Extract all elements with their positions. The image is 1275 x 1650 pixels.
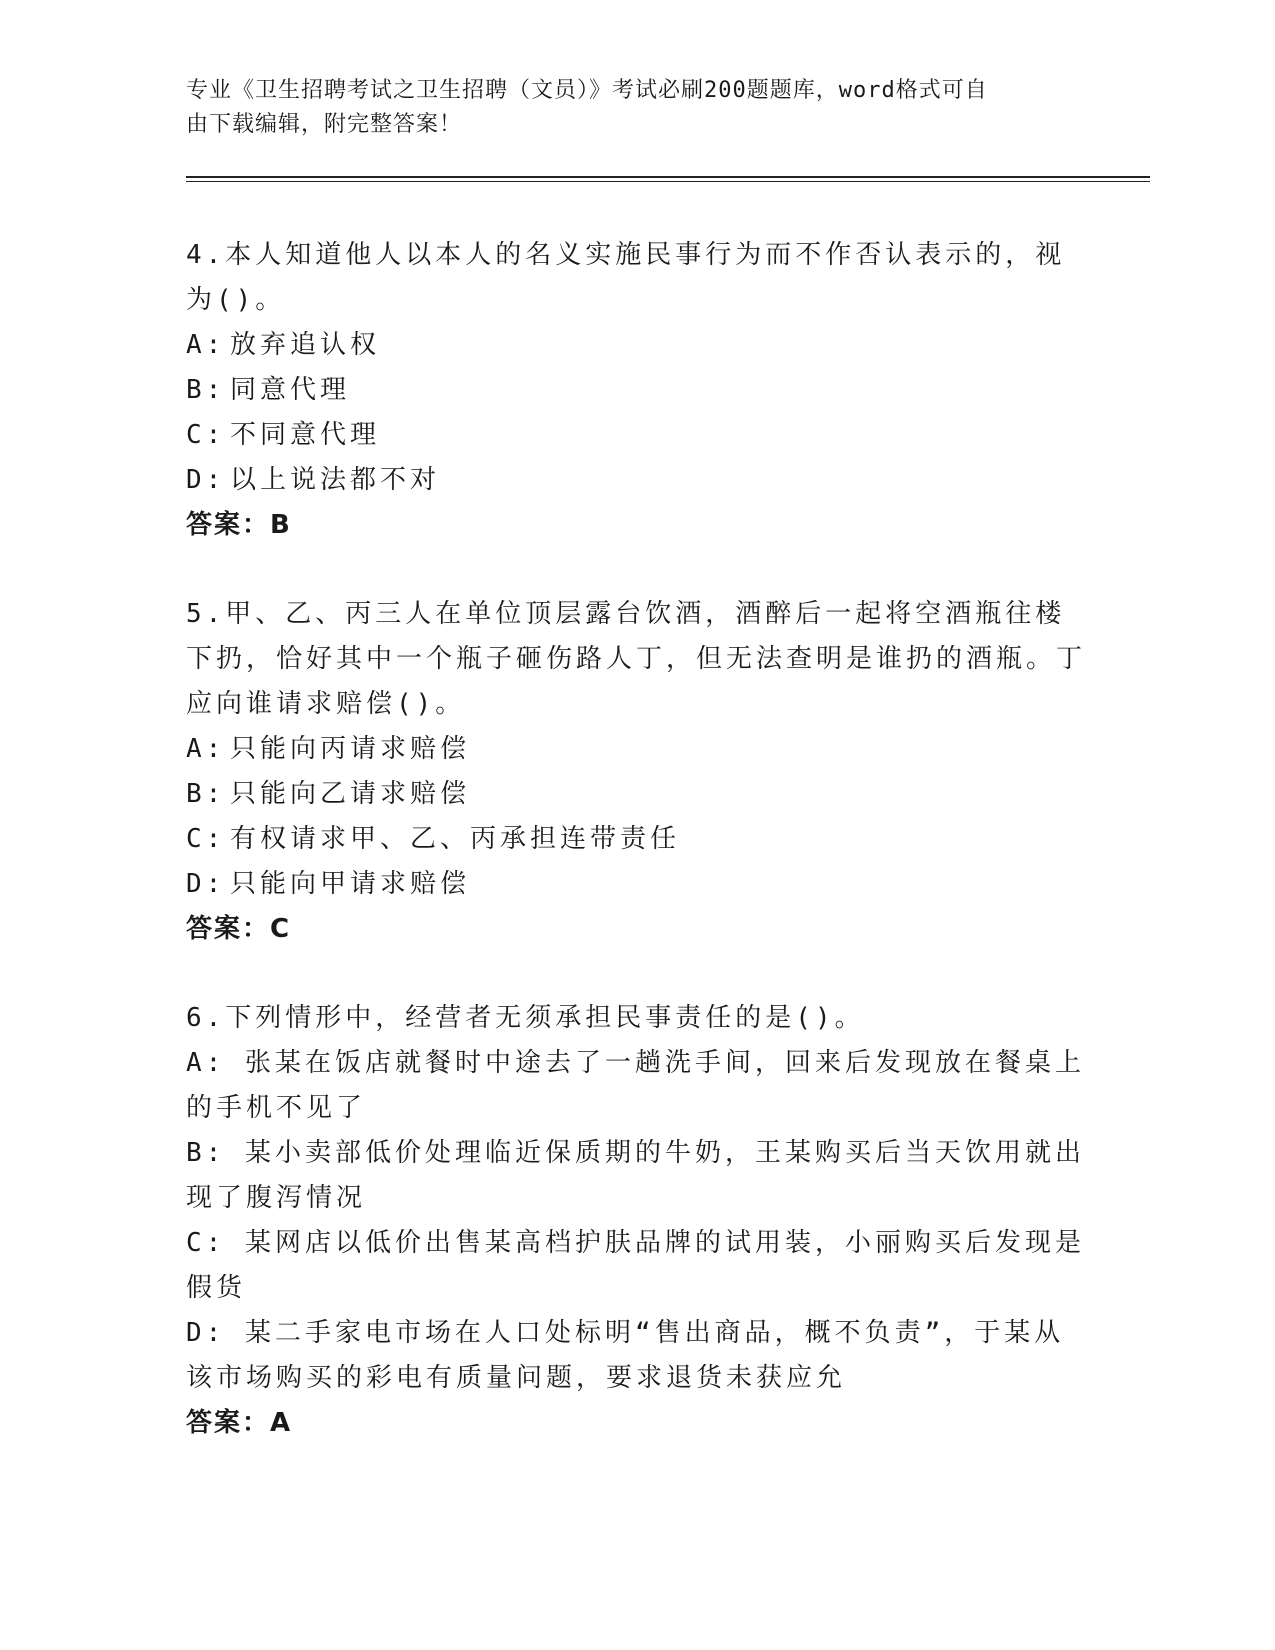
- option-key: C:: [186, 1228, 226, 1258]
- answer-label: 答案：A: [186, 1408, 293, 1438]
- option-text: 放弃追认权: [230, 330, 381, 360]
- option-key: A:: [186, 330, 226, 360]
- option-text: 只能向乙请求赔偿: [230, 779, 471, 809]
- document-header: [186, 74, 1066, 142]
- header-line-2: 由下载编辑，附完整答案！: [186, 112, 463, 137]
- option-key: A:: [186, 1048, 226, 1078]
- option-text: 同意代理: [230, 375, 351, 405]
- option-c: [186, 817, 1086, 862]
- answer-label: 答案：B: [186, 510, 292, 540]
- option-a: [186, 323, 1086, 368]
- option-text: 某二手家电市场在人口处标明“售出商品，概不负责”，于某从该市场购买的彩电有质量问题，要求退货未获应允: [186, 1318, 1065, 1393]
- question-6: [186, 996, 1086, 1446]
- question-text: 6.下列情形中，经营者无须承担民事责任的是()。: [186, 1003, 865, 1033]
- question-text: 5.甲、乙、丙三人在单位顶层露台饮酒，酒醉后一起将空酒瓶往楼下扔，恰好其中一个瓶子砸伤路人丁，但无法查明是谁扔的酒瓶。丁应向谁请求赔偿()。: [186, 599, 1087, 719]
- option-c: [186, 1221, 1086, 1311]
- question-list: [186, 233, 1086, 1490]
- option-b: [186, 368, 1086, 413]
- question-4: [186, 233, 1086, 548]
- option-text: 有权请求甲、乙、丙承担连带责任: [230, 824, 681, 854]
- option-a: [186, 1041, 1086, 1131]
- option-key: C:: [186, 420, 226, 450]
- option-key: C:: [186, 824, 226, 854]
- option-text: 只能向丙请求赔偿: [230, 734, 471, 764]
- option-text: 只能向甲请求赔偿: [230, 869, 471, 899]
- option-text: 某小卖部低价处理临近保质期的牛奶，王某购买后当天饮用就出现了腹泻情况: [186, 1138, 1085, 1213]
- option-d: [186, 862, 1086, 907]
- header-line-1: 专业《卫生招聘考试之卫生招聘（文员）》考试必刷200题题库，word格式可自: [186, 78, 988, 103]
- option-a: [186, 727, 1086, 772]
- option-key: D:: [186, 1318, 226, 1348]
- option-text: 以上说法都不对: [230, 465, 441, 495]
- option-key: B:: [186, 1138, 226, 1168]
- option-key: A:: [186, 734, 226, 764]
- answer-label: 答案：C: [186, 914, 292, 944]
- option-text: 不同意代理: [230, 420, 381, 450]
- option-key: B:: [186, 375, 226, 405]
- option-text: 某网店以低价出售某高档护肤品牌的试用装，小丽购买后发现是假货: [186, 1228, 1085, 1303]
- option-d: [186, 1311, 1086, 1401]
- option-b: [186, 772, 1086, 817]
- question-text: 4.本人知道他人以本人的名义实施民事行为而不作否认表示的，视为()。: [186, 240, 1066, 315]
- option-d: [186, 458, 1086, 503]
- option-key: B:: [186, 779, 226, 809]
- option-text: 张某在饭店就餐时中途去了一趟洗手间，回来后发现放在餐桌上的手机不见了: [186, 1048, 1085, 1123]
- question-5: [186, 592, 1086, 952]
- header-divider-thin: [186, 181, 1150, 182]
- option-c: [186, 413, 1086, 458]
- option-key: D:: [186, 869, 226, 899]
- option-key: D:: [186, 465, 226, 495]
- option-b: [186, 1131, 1086, 1221]
- header-divider-thick: [186, 176, 1150, 178]
